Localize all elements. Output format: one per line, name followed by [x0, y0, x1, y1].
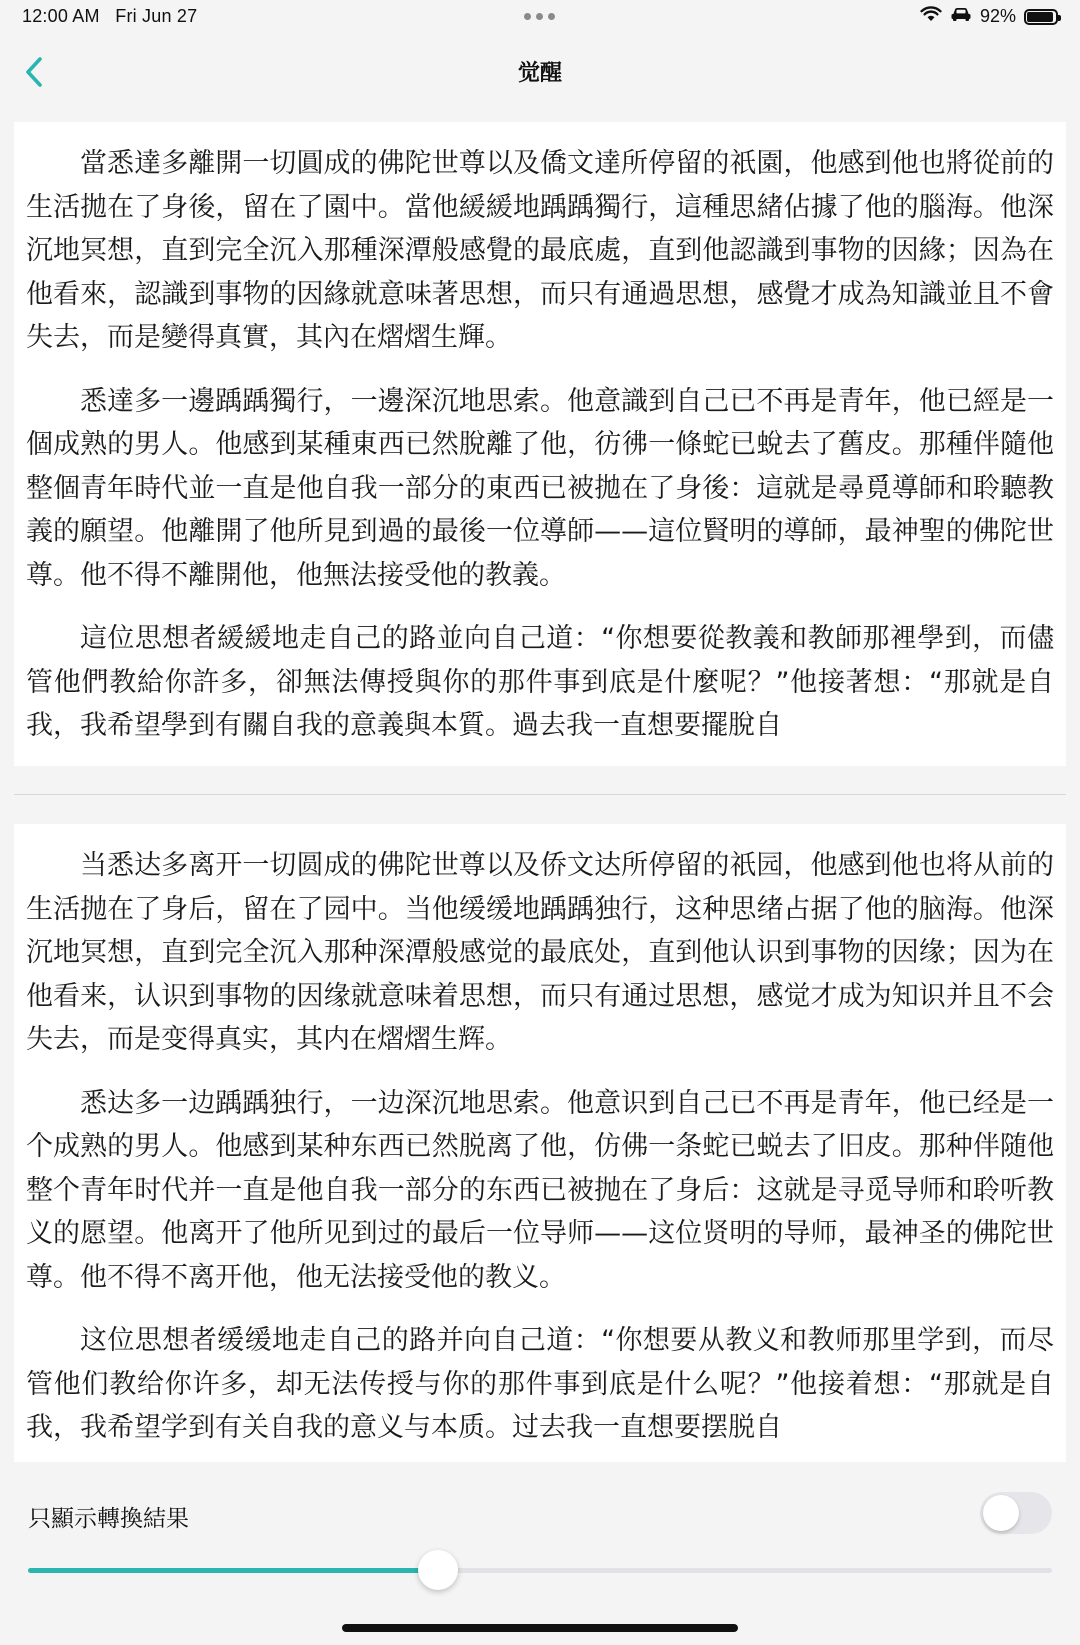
status-date-text: Fri Jun 27 [115, 6, 198, 26]
slider-thumb[interactable] [418, 1550, 458, 1590]
multitasking-dots-icon[interactable] [524, 13, 555, 20]
original-paragraph: 悉達多一邊踽踽獨行，一邊深沉地思索。他意識到自己已不再是青年，他已經是一個成熟的男人。他感到某種東西已然脫離了他，彷彿一條蛇已蛻去了舊皮。那種伴隨他整個青年時代並一直是他自我一部分的東西已被拋在了身後：這就是尋覓導師和聆聽教義的願望。他離開了他所見到過的最後一位導師——這位賢明的導師，最神聖的佛陀世尊。他不得不離開他，他無法接受他的教義。 [26, 385, 1054, 591]
status-time [22, 6, 197, 27]
show-result-only-toggle[interactable] [980, 1492, 1052, 1534]
slider-fill [28, 1568, 438, 1573]
converted-paragraph: 这位思想者缓缓地走自己的路并向自己道：“你想要从教义和教师那里学到，而尽管他们教给你许多，却无法传授与你的那件事到底是什么呢？”他接着想：“那就是自我，我希望学到有关自我的意义与本质。过去我一直想要摆脱自 [26, 1325, 1054, 1443]
home-indicator [342, 1624, 738, 1632]
split-slider[interactable] [28, 1548, 1052, 1592]
slider-track [28, 1568, 1052, 1573]
panel-divider [14, 794, 1066, 795]
original-text-panel[interactable] [14, 122, 1066, 766]
status-time-text: 12:00 AM [22, 6, 100, 26]
battery-fill [1027, 12, 1053, 22]
navigation-bar [0, 44, 1080, 100]
page-title: 觉醒 [517, 61, 562, 86]
battery-icon [1024, 9, 1058, 25]
original-paragraph: 這位思想者緩緩地走自己的路並向自己道：“你想要從教義和教師那裡學到，而儘管他們教給你許多，卻無法傳授與你的那件事到底是什麼呢？”他接著想：“那就是自我，我希望學到有關自我的意義與本質。過去我一直想要擺脫自 [26, 623, 1054, 741]
wifi-icon [920, 6, 942, 27]
status-bar [0, 0, 1080, 36]
converted-text-panel[interactable] [14, 824, 1066, 1462]
original-paragraph: 當悉達多離開一切圓成的佛陀世尊以及僑文達所停留的祇園，他感到他也將從前的生活拋在了身後，留在了園中。當他緩緩地踽踽獨行，這種思緒佔據了他的腦海。他深沉地冥想，直到完全沉入那種深潭般感覺的最底處，直到他認識到事物的因緣；因為在他看來，認識到事物的因緣就意味著思想，而只有通過思想，感覺才成為知識並且不會失去，而是變得真實，其內在熠熠生輝。 [26, 148, 1054, 353]
converted-paragraph: 当悉达多离开一切圆成的佛陀世尊以及侨文达所停留的祇园，他感到他也将从前的生活抛在了身后，留在了园中。当他缓缓地踽踽独行，这种思绪占据了他的脑海。他深沉地冥想，直到完全沉入那种深潭般感觉的最底处，直到他认识到事物的因缘；因为在他看来，认识到事物的因缘就意味着思想，而只有通过思想，感觉才成为知识并且不会失去，而是变得真实，其内在熠熠生辉。 [26, 850, 1054, 1055]
converted-paragraph: 悉达多一边踽踽独行，一边深沉地思索。他意识到自己已不再是青年，他已经是一个成熟的男人。他感到某种东西已然脱离了他，仿佛一条蛇已蜕去了旧皮。那种伴随他整个青年时代并一直是他自我一部分的东西已被抛在了身后：这就是寻觅导师和聆听教义的愿望。他离开了他所见到过的最后一位导师——这位贤明的导师，最神圣的佛陀世尊。他不得不离开他，他无法接受他的教义。 [26, 1087, 1054, 1293]
toggle-knob [983, 1495, 1019, 1531]
status-indicators [920, 6, 1058, 27]
car-icon [950, 6, 972, 27]
show-result-only-row [0, 1486, 1080, 1542]
show-result-only-label: 只顯示轉換結果 [28, 1506, 189, 1532]
battery-percent: 92% [979, 6, 1016, 26]
